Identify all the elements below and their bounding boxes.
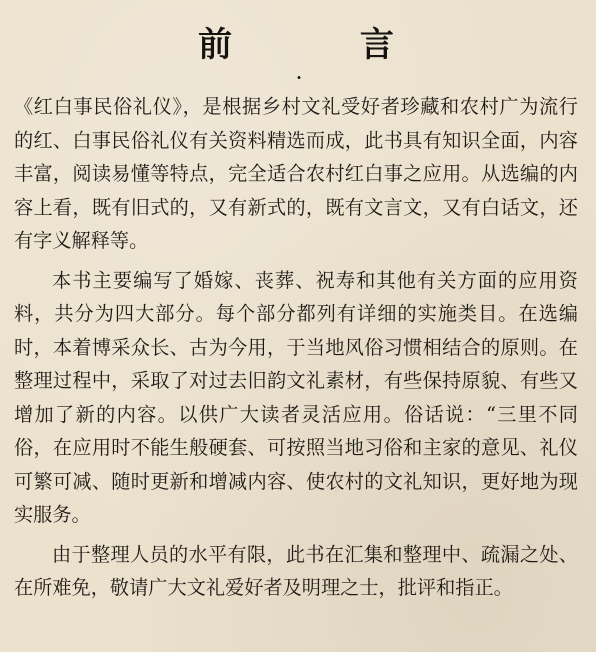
title-ornament-dot: · — [296, 68, 302, 87]
paragraph-1: 《红白事民俗礼仪》，是根据乡村文礼受好者珍藏和农村广为流行的红、白事民俗礼仪有关资料精选而成，此书具有知识全面，内容丰富，阅读易懂等特点，完全适合农村红白事之应用。从选编的内容上看，既有旧式的，又有新式的，既有文言文，又有白话文，还有字义解释等。 — [14, 95, 578, 252]
paragraph-2: 本书主要编写了婚嫁、丧葬、祝寿和其他有关方面的应用资料，共分为四大部分。每个部分都列有详细的实施类目。在选编时，本着博采众长、古为今用，于当地风俗习惯相结合的原则。在整理过程中，采取了对过去旧韵文礼素材，有些保持原貌、有些又增加了新的内容。以供广大读者灵活应用。俗话说：“三里不同俗，在应用时不能生般硬套、可按照当地习俗和主家的意见、礼仪可繁可减、随时更新和增减内容、使农村的文礼知识，更好地为现实服务。 — [14, 268, 578, 526]
page-title: 前 言 — [198, 25, 452, 65]
paragraph-3: 由于整理人员的水平有限，此书在汇集和整理中、疏漏之处、在所难免，敬请广大文礼爱好者及明理之士，批评和指正。 — [14, 542, 578, 599]
